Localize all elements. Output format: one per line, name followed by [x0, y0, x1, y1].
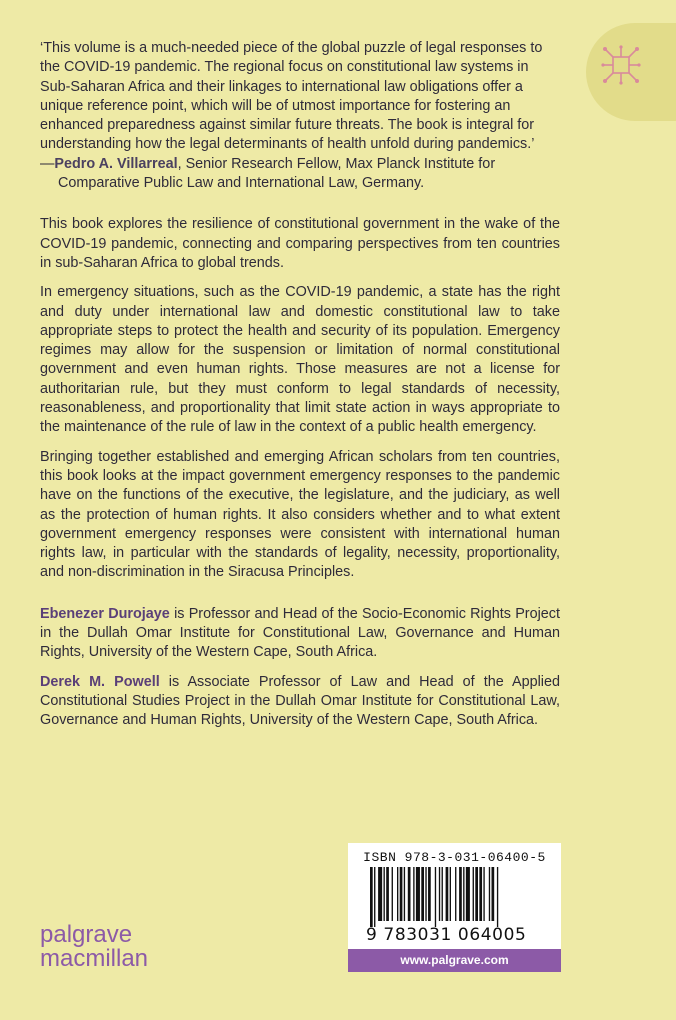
network-node-icon: [601, 45, 641, 85]
barcode-bar: [400, 867, 403, 921]
barcode-bar: [463, 867, 464, 921]
endorsement-quote: ‘This volume is a much-needed piece of the global puzzle of legal responses to the COVID-19 pandemic. The regional focus on constitutional law systems in Sub-Saharan Africa and their linkages to international law obligations offer a unique reference point, which will be of utmost importance for fostering an enhanced preparedness against similar future threats. The book is integral for understanding how the legal determinants of health unfold during pandemics.’: [40, 40, 543, 153]
barcode-bar: [483, 867, 484, 921]
publisher-logo-line1: palgrave: [40, 921, 133, 948]
publisher-logo-line2: macmillan: [40, 945, 149, 972]
barcode-bar: [450, 867, 451, 921]
barcode-bar: [492, 867, 495, 921]
barcode-bar: [466, 867, 470, 921]
endorsement-attribution: [40, 155, 560, 194]
barcode-bar: [497, 867, 498, 927]
barcode-bar: [408, 867, 411, 921]
barcode-bar: [397, 867, 398, 921]
author-bio-text: is Associate Professor of Law and Head of the Applied Constitutional Studies Project in the Dullah Omar Institute for Constitutional Law, Governance and Human Rights, University of the Western Cape, South Africa.: [40, 673, 560, 729]
description-paragraph: In emergency situations, such as the COVID-19 pandemic, a state has the right and duty under international law and domestic constitutional law to take appropriate steps to protect the health and security of its population. Emergency regimes may allow for the suspension or limitation of normal constitutional government and even human rights. Those measures are not a license for authoritarian rule, but they must conform to legal standards of necessity, reasonableness, and proportionality that limit state action in ways appropriate to the maintenance of the rule of law in the context of a public health emergency.: [40, 284, 560, 436]
barcode-bar: [413, 867, 414, 921]
barcode-bar: [479, 867, 482, 921]
barcode-bar: [416, 867, 420, 921]
barcode-bar: [446, 867, 449, 921]
author-name: Derek M. Powell: [40, 673, 160, 690]
corner-badge: [586, 23, 676, 121]
publisher-website: www.palgrave.com: [348, 949, 561, 972]
barcode-bar: [428, 867, 431, 921]
barcode-bar: [455, 867, 456, 921]
isbn-barcode: [348, 843, 561, 949]
barcode-bar: [489, 867, 490, 921]
barcode-bar: [442, 867, 443, 921]
cover-text: [40, 39, 560, 731]
barcode-bar: [435, 867, 436, 927]
author-bio: [40, 605, 560, 663]
author-bio: [40, 673, 560, 731]
description-paragraph: Bringing together established and emerging African scholars from ten countries, this book looks at the impact government emergency responses to the pandemic have on the functions of the executive, the legislature, and the judiciary, as well as the protection of human rights. It also considers whether and to what extent government emergency responses were consistent with international human rights law, in particular with the standards of legality, necessity, proportionality, and non-discrimination in the Siracusa Principles.: [40, 448, 560, 581]
endorser-affiliation: , Senior Research Fellow, Max Planck Institute for Comparative Public Law and International Law, Germany.: [58, 155, 496, 192]
barcode-bar: [386, 867, 389, 921]
barcode-bar: [459, 867, 462, 921]
barcode-bar: [404, 867, 405, 921]
barcode-bar: [439, 867, 440, 921]
author-bio-text: is Professor and Head of the Socio-Economic Rights Project in the Dullah Omar Institute for Constitutional Law, Governance and Human Rights, University of the Western Cape, South Africa.: [40, 605, 560, 661]
barcode-icon: [370, 867, 546, 927]
description-paragraph: This book explores the resilience of constitutional government in the wake of the COVID-19 pandemic, connecting and comparing perspectives from ten countries in sub-Saharan Africa to global trends.: [40, 216, 560, 271]
barcode-bar: [425, 867, 426, 921]
publisher-logo: [40, 923, 148, 971]
barcode-bar: [370, 867, 373, 927]
barcode-bar: [384, 867, 385, 921]
barcode-bar: [378, 867, 382, 921]
barcode-bar: [374, 867, 375, 927]
endorser-name: Pedro A. Villarreal: [54, 155, 178, 172]
barcode-bar: [421, 867, 424, 921]
barcode-bar: [392, 867, 393, 921]
author-name: Ebenezer Durojaye: [40, 605, 170, 622]
barcode-bar: [473, 867, 474, 921]
attribution-dash: —: [40, 155, 55, 172]
barcode-bar: [475, 867, 478, 921]
isbn-label: ISBN 978-3-031-06400-5: [363, 850, 546, 865]
barcode-digits: 9 783031 064005: [366, 925, 527, 945]
